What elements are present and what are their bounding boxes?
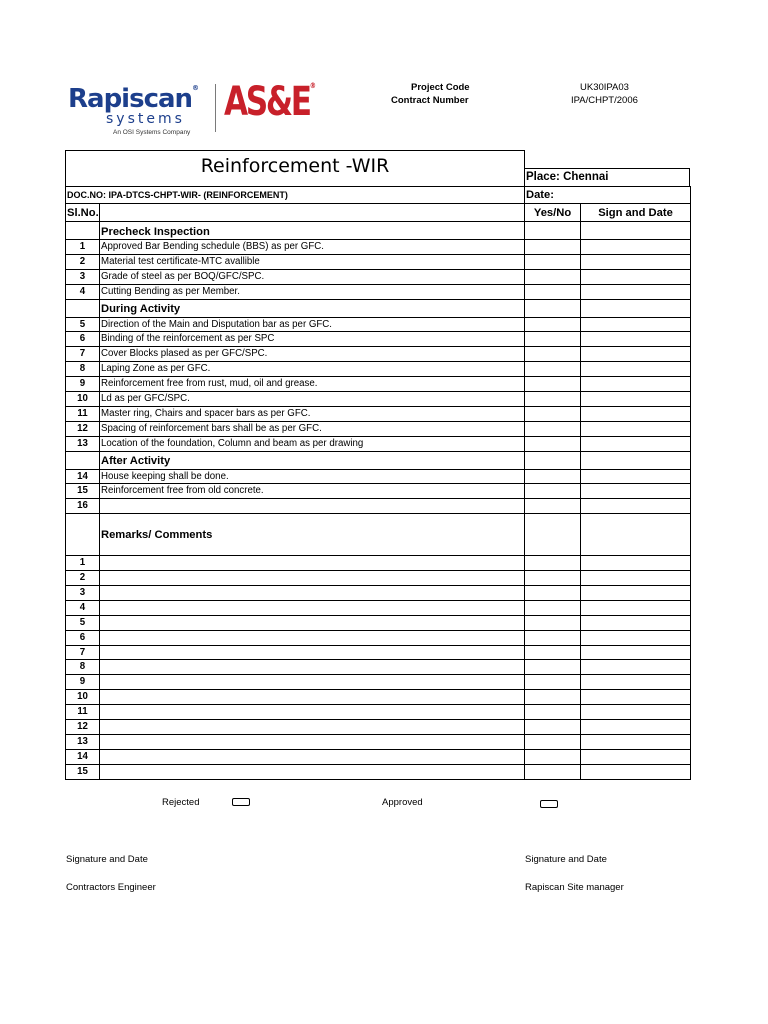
remark-yesno-cell[interactable] [525, 600, 581, 615]
section-number-cell [66, 299, 100, 317]
remark-sign-cell[interactable] [581, 586, 691, 601]
checklist-row [66, 499, 691, 514]
remark-text-cell[interactable] [100, 734, 525, 749]
remark-text-cell[interactable] [100, 645, 525, 660]
sign-date-header: Sign and Date [581, 204, 691, 222]
sign-date-cell[interactable] [581, 421, 691, 436]
remark-text-cell[interactable] [100, 600, 525, 615]
remark-row [66, 660, 691, 675]
item-description: Master ring, Chairs and spacer bars as per GFC. [100, 406, 525, 421]
section-sign-cell [581, 451, 691, 469]
contractor-signature-label: Signature and Date [66, 854, 148, 865]
place-field: Place: Chennai [524, 168, 690, 187]
checklist-row [66, 254, 691, 269]
sign-date-cell[interactable] [581, 332, 691, 347]
item-number: 13 [66, 436, 100, 451]
section-row [66, 299, 691, 317]
yesno-cell[interactable] [525, 254, 581, 269]
remark-sign-cell[interactable] [581, 660, 691, 675]
remark-yesno-cell[interactable] [525, 660, 581, 675]
remark-row [66, 600, 691, 615]
yesno-cell[interactable] [525, 499, 581, 514]
checklist-row [66, 284, 691, 299]
remark-number: 8 [66, 660, 100, 675]
item-description: Reinforcement free from old concrete. [100, 484, 525, 499]
remark-text-cell[interactable] [100, 586, 525, 601]
remark-sign-cell[interactable] [581, 705, 691, 720]
remark-yesno-cell[interactable] [525, 734, 581, 749]
remark-sign-cell[interactable] [581, 645, 691, 660]
item-description: Laping Zone as per GFC. [100, 362, 525, 377]
item-number: 1 [66, 240, 100, 255]
remark-number: 7 [66, 645, 100, 660]
yesno-cell[interactable] [525, 332, 581, 347]
remark-number: 12 [66, 720, 100, 735]
yesno-cell[interactable] [525, 392, 581, 407]
item-number: 10 [66, 392, 100, 407]
item-number: 8 [66, 362, 100, 377]
section-yesno-cell [525, 299, 581, 317]
remark-sign-cell[interactable] [581, 600, 691, 615]
remark-yesno-cell[interactable] [525, 615, 581, 630]
checklist-row [66, 347, 691, 362]
item-description: Cover Blocks plased as per GFC/SPC. [100, 347, 525, 362]
remark-text-cell[interactable] [100, 630, 525, 645]
checklist-row [66, 469, 691, 484]
item-description [100, 499, 525, 514]
remark-number: 4 [66, 600, 100, 615]
checklist-row [66, 436, 691, 451]
ase-logo-name: AS&E [224, 79, 310, 125]
item-number: 14 [66, 469, 100, 484]
item-description: Material test certificate-MTC avallible [100, 254, 525, 269]
project-code-label: Project Code [411, 82, 470, 93]
remark-text-cell[interactable] [100, 749, 525, 764]
section-number-cell [66, 222, 100, 240]
section-title: During Activity [100, 299, 525, 317]
section-row [66, 451, 691, 469]
remark-yesno-cell[interactable] [525, 720, 581, 735]
remark-yesno-cell[interactable] [525, 690, 581, 705]
remark-text-cell[interactable] [100, 571, 525, 586]
item-number: 4 [66, 284, 100, 299]
inspection-checklist-table [65, 186, 691, 780]
remark-row [66, 690, 691, 705]
remark-sign-cell[interactable] [581, 630, 691, 645]
checklist-row [66, 421, 691, 436]
checklist-row [66, 362, 691, 377]
checklist-row [66, 392, 691, 407]
remarks-header-row [66, 514, 691, 556]
section-number-cell [66, 451, 100, 469]
remark-number: 9 [66, 675, 100, 690]
remark-sign-cell[interactable] [581, 749, 691, 764]
remark-row [66, 764, 691, 779]
yesno-cell[interactable] [525, 269, 581, 284]
remark-yesno-cell[interactable] [525, 705, 581, 720]
item-description: House keeping shall be done. [100, 469, 525, 484]
section-row [66, 222, 691, 240]
remark-yesno-cell[interactable] [525, 749, 581, 764]
remarks-sign-cell [581, 514, 691, 556]
remark-sign-cell[interactable] [581, 720, 691, 735]
remark-text-cell[interactable] [100, 660, 525, 675]
remarks-number-cell [66, 514, 100, 556]
manager-signature-label: Signature and Date [525, 854, 607, 865]
remark-row [66, 734, 691, 749]
item-description: Approved Bar Bending schedule (BBS) as per GFC. [100, 240, 525, 255]
remark-row [66, 586, 691, 601]
sign-date-cell[interactable] [581, 484, 691, 499]
checklist-row [66, 240, 691, 255]
slno-header: Sl.No. [66, 204, 100, 222]
remark-number: 5 [66, 615, 100, 630]
remark-yesno-cell[interactable] [525, 764, 581, 779]
item-number: 9 [66, 377, 100, 392]
item-description: Grade of steel as per BOQ/GFC/SPC. [100, 269, 525, 284]
remark-yesno-cell[interactable] [525, 645, 581, 660]
remark-row [66, 720, 691, 735]
remark-row [66, 749, 691, 764]
remark-sign-cell[interactable] [581, 615, 691, 630]
contractor-role: Contractors Engineer [66, 882, 156, 893]
rapiscan-logo-name: Rapiscan [68, 84, 193, 114]
remark-number: 13 [66, 734, 100, 749]
item-number: 2 [66, 254, 100, 269]
sign-date-cell[interactable] [581, 317, 691, 332]
checklist-row [66, 269, 691, 284]
rejected-checkbox[interactable] [232, 798, 250, 806]
item-description: Location of the foundation, Column and beam as per drawing [100, 436, 525, 451]
remark-text-cell[interactable] [100, 720, 525, 735]
form-title-box [65, 150, 525, 187]
checklist-row [66, 332, 691, 347]
manager-role: Rapiscan Site manager [525, 882, 624, 893]
item-description: Ld as per GFC/SPC. [100, 392, 525, 407]
project-code-value: UK30IPA03 [580, 82, 629, 93]
remark-number: 3 [66, 586, 100, 601]
remark-number: 1 [66, 556, 100, 571]
yesno-cell[interactable] [525, 406, 581, 421]
remark-number: 11 [66, 705, 100, 720]
doc-number: DOC.NO: IPA-DTCS-CHPT-WIR- (REINFORCEMENT) [66, 187, 525, 204]
remark-row [66, 705, 691, 720]
item-number: 16 [66, 499, 100, 514]
remark-number: 10 [66, 690, 100, 705]
remark-sign-cell[interactable] [581, 764, 691, 779]
remark-row [66, 556, 691, 571]
rapiscan-logo [68, 84, 210, 140]
remarks-yesno-cell [525, 514, 581, 556]
section-title: After Activity [100, 451, 525, 469]
remark-row [66, 571, 691, 586]
sign-date-cell[interactable] [581, 436, 691, 451]
item-description: Cutting Bending as per Member. [100, 284, 525, 299]
item-number: 3 [66, 269, 100, 284]
remark-yesno-cell[interactable] [525, 556, 581, 571]
sign-date-cell[interactable] [581, 406, 691, 421]
item-description: Spacing of reinforcement bars shall be as per GFC. [100, 421, 525, 436]
section-title: Precheck Inspection [100, 222, 525, 240]
yesno-cell[interactable] [525, 377, 581, 392]
column-header-row [66, 204, 691, 222]
remark-yesno-cell[interactable] [525, 675, 581, 690]
sign-date-cell[interactable] [581, 377, 691, 392]
sign-date-cell[interactable] [581, 284, 691, 299]
remark-yesno-cell[interactable] [525, 571, 581, 586]
remark-text-cell[interactable] [100, 615, 525, 630]
yesno-header: Yes/No [525, 204, 581, 222]
sign-date-cell[interactable] [581, 269, 691, 284]
remark-sign-cell[interactable] [581, 571, 691, 586]
sign-date-cell[interactable] [581, 240, 691, 255]
item-description: Binding of the reinforcement as per SPC [100, 332, 525, 347]
sign-date-cell[interactable] [581, 362, 691, 377]
remark-text-cell[interactable] [100, 556, 525, 571]
rapiscan-registered-mark: ® [192, 84, 200, 92]
remark-sign-cell[interactable] [581, 734, 691, 749]
yesno-cell[interactable] [525, 284, 581, 299]
remark-text-cell[interactable] [100, 690, 525, 705]
date-label: Date: [525, 187, 691, 204]
sign-date-cell[interactable] [581, 254, 691, 269]
remark-row [66, 630, 691, 645]
rapiscan-logo-company: An OSI Systems Company [113, 129, 191, 136]
sign-date-cell[interactable] [581, 469, 691, 484]
remarks-title: Remarks/ Comments [100, 514, 525, 556]
rapiscan-logo-systems: systems [106, 111, 185, 127]
sign-date-cell[interactable] [581, 499, 691, 514]
checklist-row [66, 317, 691, 332]
doc-number-row [66, 187, 691, 204]
yesno-cell[interactable] [525, 484, 581, 499]
remark-text-cell[interactable] [100, 705, 525, 720]
remark-number: 2 [66, 571, 100, 586]
checklist-row [66, 484, 691, 499]
section-sign-cell [581, 299, 691, 317]
section-sign-cell [581, 222, 691, 240]
checklist-row [66, 377, 691, 392]
remark-yesno-cell[interactable] [525, 630, 581, 645]
remark-number: 15 [66, 764, 100, 779]
item-number: 7 [66, 347, 100, 362]
remark-yesno-cell[interactable] [525, 586, 581, 601]
checklist-row [66, 406, 691, 421]
item-number: 12 [66, 421, 100, 436]
remark-number: 14 [66, 749, 100, 764]
item-description: Direction of the Main and Disputation bar as per GFC. [100, 317, 525, 332]
contract-number-value: IPA/CHPT/2006 [571, 95, 638, 106]
yesno-cell[interactable] [525, 436, 581, 451]
ase-logo [224, 79, 317, 125]
remark-row [66, 645, 691, 660]
section-yesno-cell [525, 222, 581, 240]
rejected-label: Rejected [162, 797, 200, 808]
logo-divider [215, 84, 216, 132]
remark-row [66, 615, 691, 630]
item-number: 15 [66, 484, 100, 499]
remark-text-cell[interactable] [100, 764, 525, 779]
sign-date-cell[interactable] [581, 392, 691, 407]
remark-row [66, 675, 691, 690]
item-description: Reinforcement free from rust, mud, oil and grease. [100, 377, 525, 392]
approved-checkbox[interactable] [540, 800, 558, 808]
contract-number-label: Contract Number [391, 95, 469, 106]
yesno-cell[interactable] [525, 469, 581, 484]
form-title: Reinforcement -WIR [200, 155, 390, 177]
description-header [100, 204, 525, 222]
item-number: 6 [66, 332, 100, 347]
section-yesno-cell [525, 451, 581, 469]
item-number: 5 [66, 317, 100, 332]
remark-text-cell[interactable] [100, 675, 525, 690]
approved-label: Approved [382, 797, 423, 808]
remark-number: 6 [66, 630, 100, 645]
remark-sign-cell[interactable] [581, 690, 691, 705]
sign-date-cell[interactable] [581, 347, 691, 362]
remark-sign-cell[interactable] [581, 675, 691, 690]
ase-registered-mark: ® [309, 81, 317, 90]
yesno-cell[interactable] [525, 347, 581, 362]
yesno-cell[interactable] [525, 240, 581, 255]
yesno-cell[interactable] [525, 362, 581, 377]
yesno-cell[interactable] [525, 317, 581, 332]
item-number: 11 [66, 406, 100, 421]
remark-sign-cell[interactable] [581, 556, 691, 571]
yesno-cell[interactable] [525, 421, 581, 436]
